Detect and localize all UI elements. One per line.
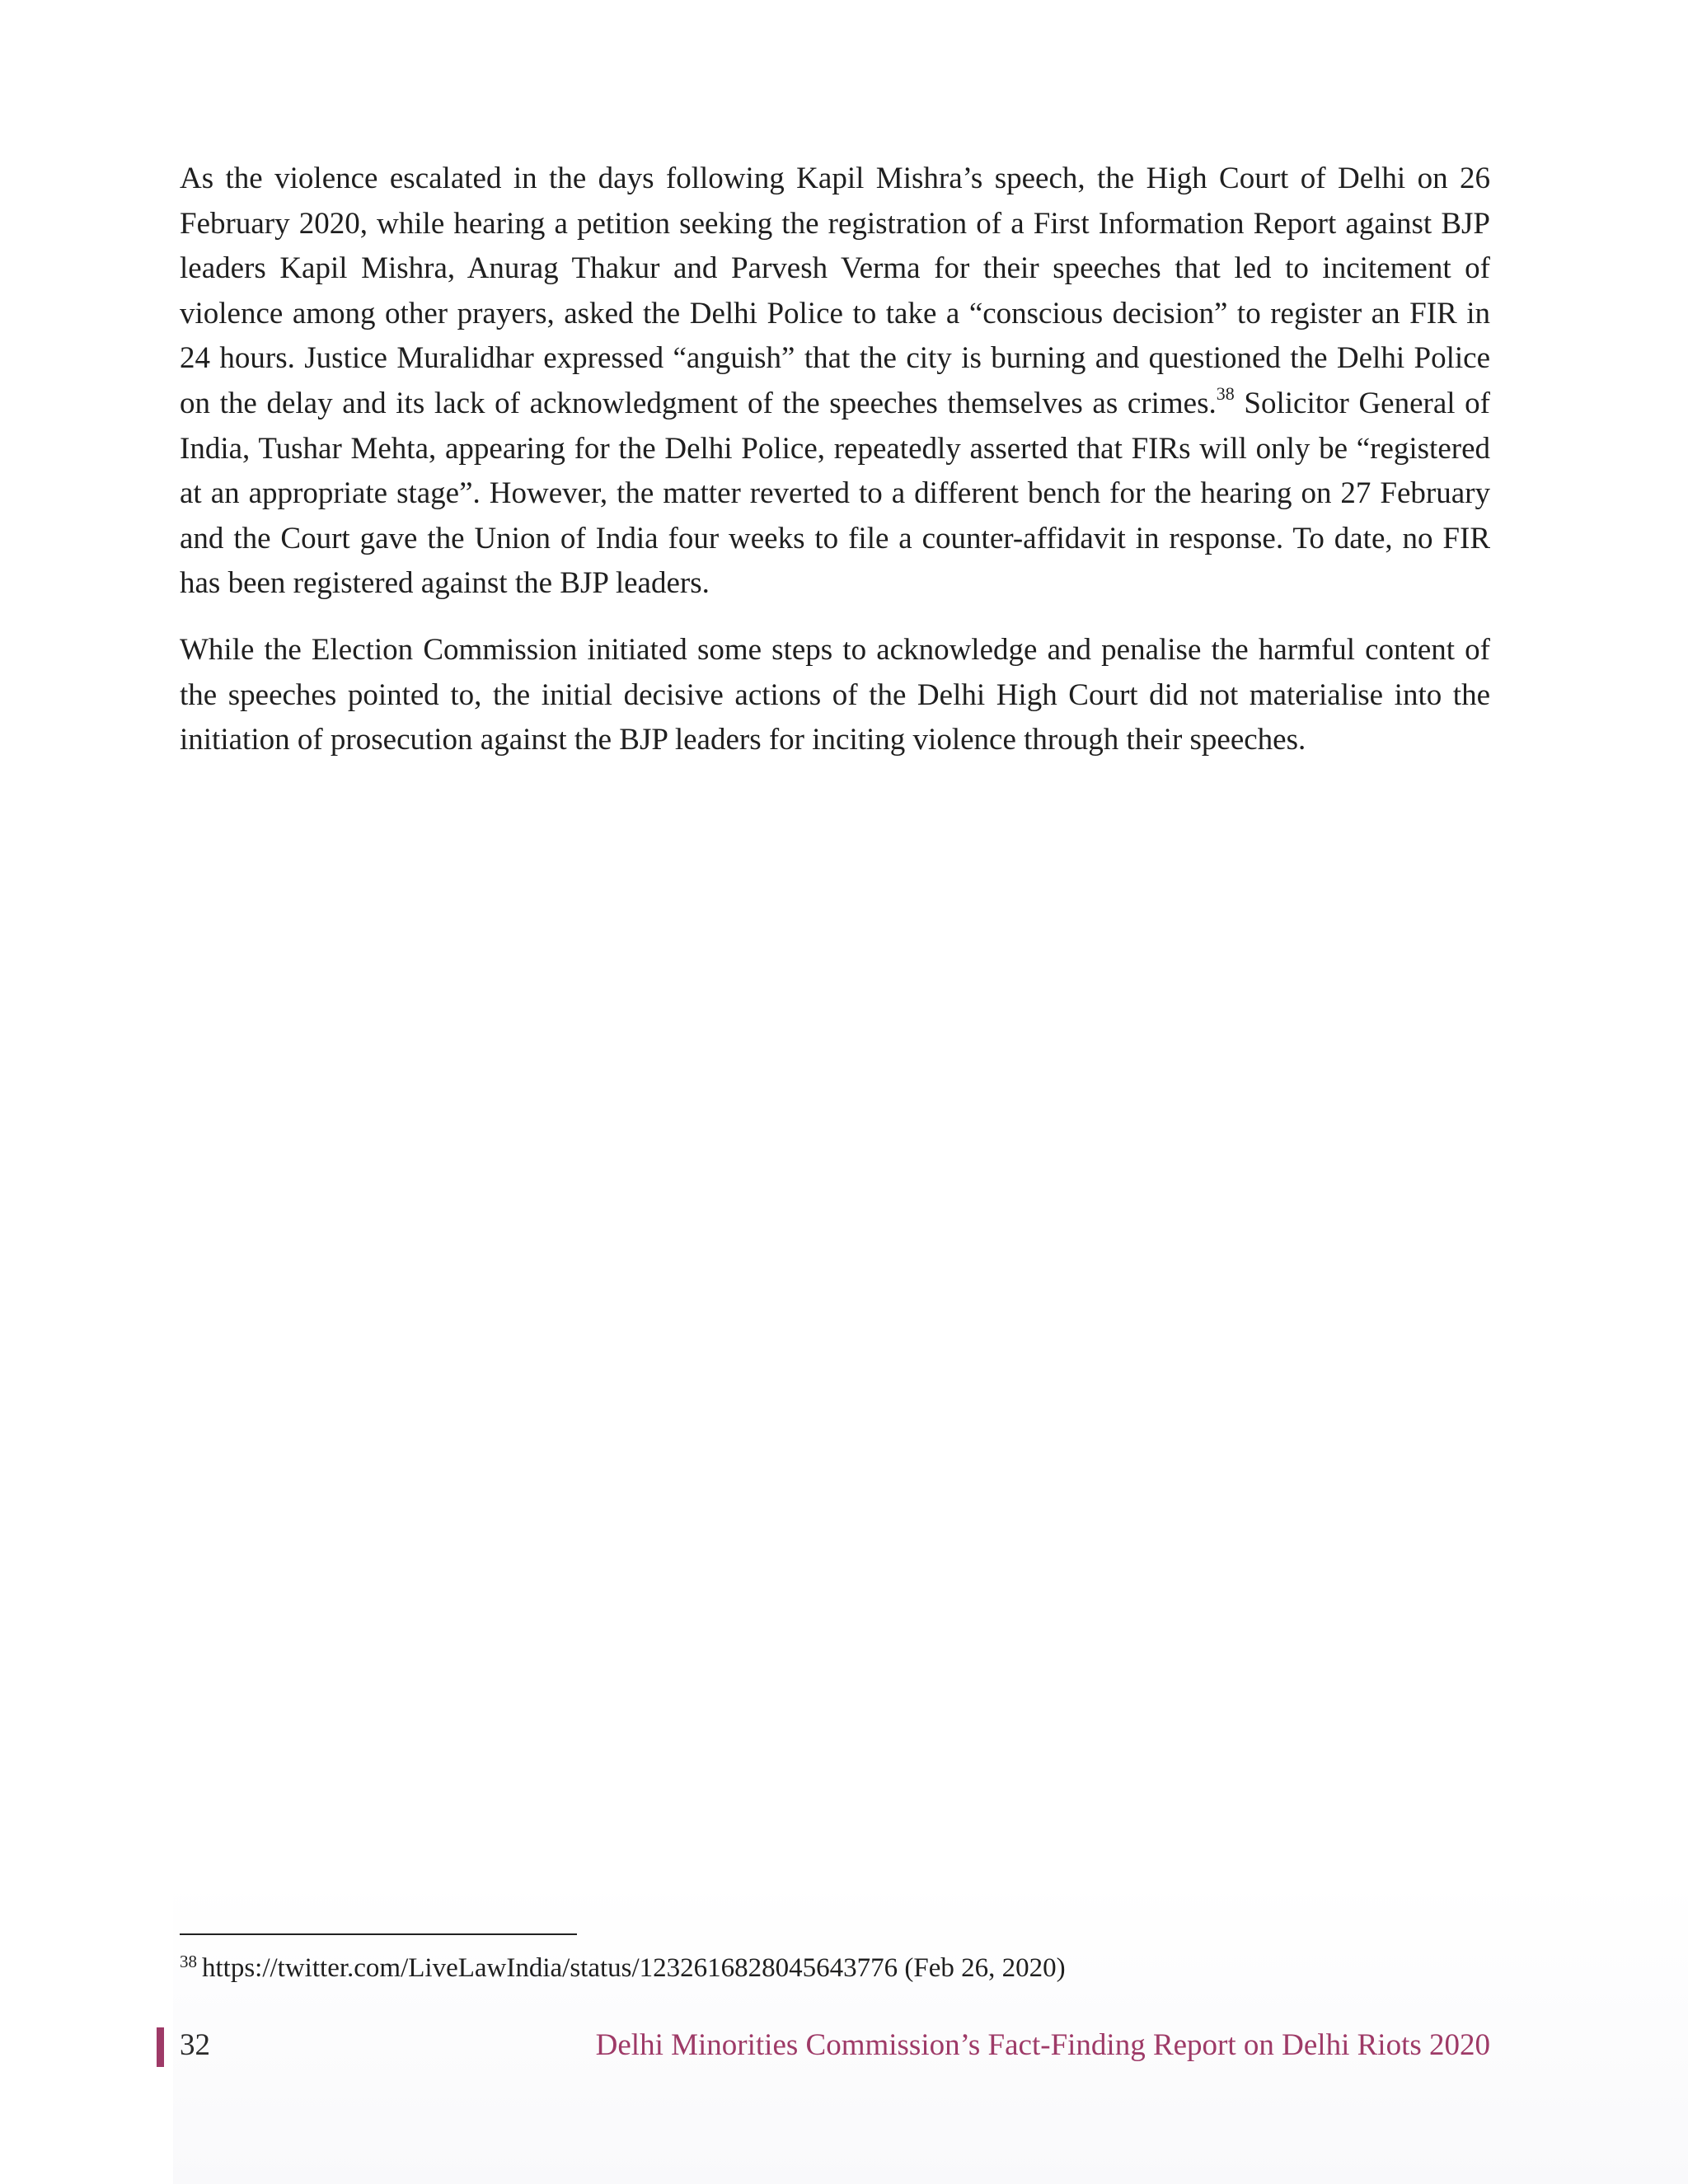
paragraph-1-text-b: Solicitor General of India, Tushar Mehta, appearing for the Delhi Police, repeatedly asserted that FIRs will only be “registered at an appropriate stage”. However, the matter reverted to a different bench for the hearing on 27 February and the Court gave the Union of India four weeks to file a counter-affidavit in response. To date, no FIR has been registered against the BJP leaders. — [180, 386, 1490, 601]
footnote-marker: 38 — [180, 1952, 197, 1971]
page-number: 32 — [180, 2028, 210, 2062]
footnote-separator — [180, 1933, 577, 1935]
footnote-reference-38[interactable]: 38 — [1216, 382, 1235, 404]
paragraph-1 — [180, 157, 1490, 607]
paragraph-2: While the Election Commission initiated some steps to acknowledge and penalise the harmful content of the speeches pointed to, the initial decisive actions of the Delhi High Court did not materialise into the initiation of prosecution against the BJP leaders for inciting violence through their speeches. — [180, 632, 1490, 757]
running-footer-title: Delhi Minorities Commission’s Fact-Finding Report on Delhi Riots 2020 — [595, 2028, 1490, 2062]
body-text — [180, 157, 1490, 785]
footnote-38 — [180, 1952, 1490, 1985]
paragraph-1-text-a: As the violence escalated in the days following Kapil Mishra’s speech, the High Court of Delhi on 26 February 2020, while hearing a petition seeking the registration of a First Information Report against BJP leaders Kapil Mishra, Anurag Thakur and Parvesh Verma for their speeches that led to incitement of violence among other prayers, asked the Delhi Police to take a “conscious decision” to register an FIR in 24 hours. Justice Muralidhar expressed “anguish” that the city is burning and questioned the Delhi Police on the delay and its lack of acknowledgment of the speeches themselves as crimes. — [180, 162, 1490, 420]
footnote-link[interactable]: https://twitter.com/LiveLawIndia/status/1232616828045643776 (Feb 26, 2020) — [202, 1953, 1066, 1983]
footer-accent-bar — [157, 2027, 164, 2067]
